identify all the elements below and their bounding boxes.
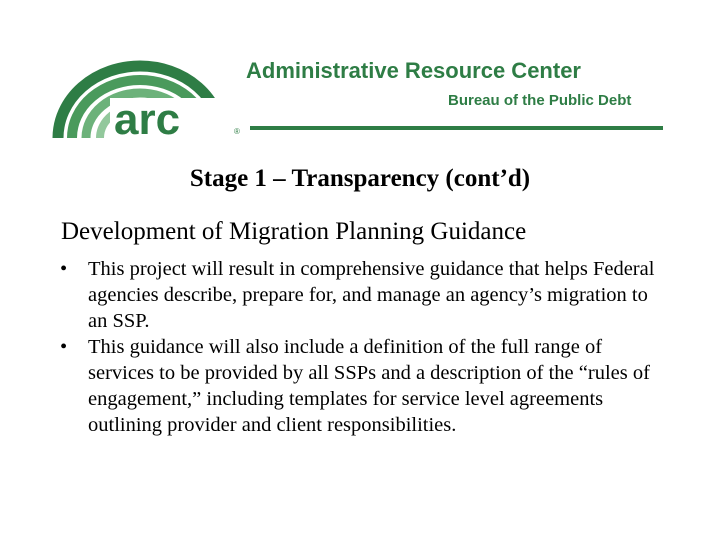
logo-text: arc xyxy=(114,95,181,140)
svg-text:®: ® xyxy=(234,127,240,136)
arc-rainbow-logo-icon xyxy=(50,50,250,140)
bullet-marker: • xyxy=(60,336,68,358)
org-title: Administrative Resource Center xyxy=(246,58,581,83)
org-subtitle: Bureau of the Public Debt xyxy=(448,92,632,109)
slide-title: Stage 1 – Transparency (cont’d) xyxy=(189,165,531,192)
header-divider xyxy=(250,126,663,130)
bullet-item xyxy=(60,334,660,438)
header xyxy=(0,0,720,150)
bullet-list xyxy=(60,256,660,438)
bullet-text: This guidance will also include a definition of the full range of services to be provided by all SSPs and a description of the “rules of engagement,” including templates for service level agreements outlining provider and client responsibilities. xyxy=(88,336,650,436)
bullet-marker: • xyxy=(60,258,68,280)
bullet-item xyxy=(60,256,660,334)
bullet-text: This project will result in comprehensive guidance that helps Federal agencies describe, prepare for, and manage an agency’s migration to an SSP. xyxy=(88,258,655,332)
section-heading: Development of Migration Planning Guidance xyxy=(61,218,527,245)
